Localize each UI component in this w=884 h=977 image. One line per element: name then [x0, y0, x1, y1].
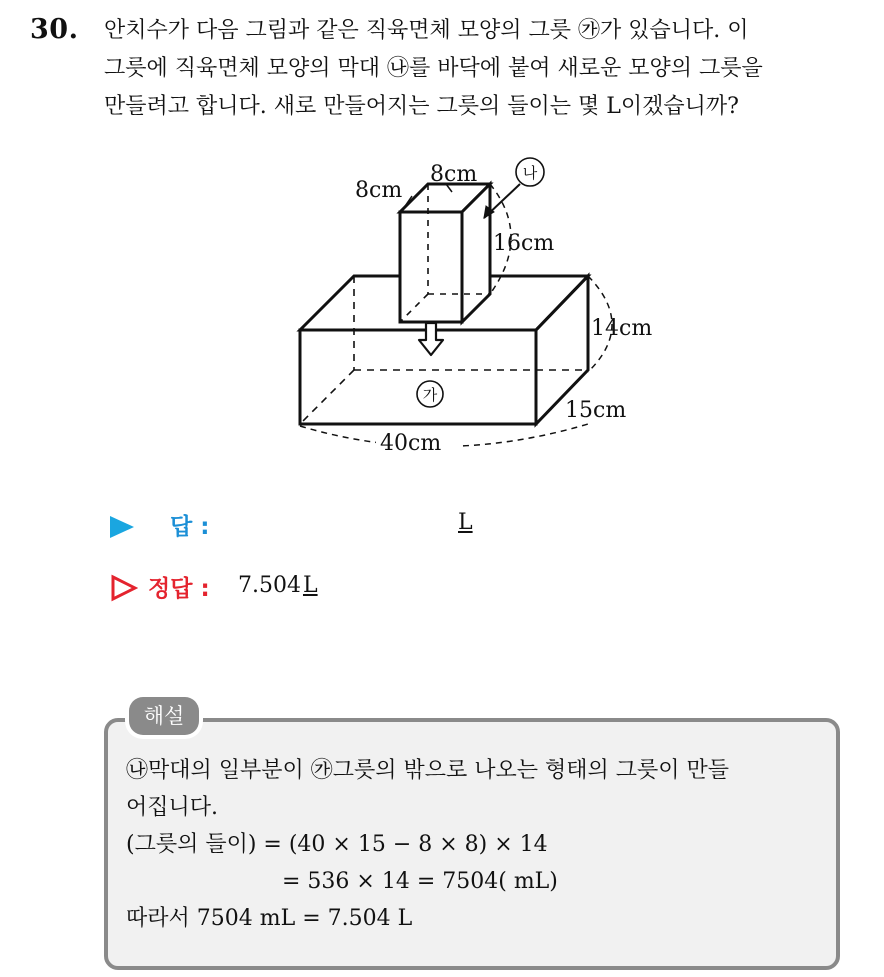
solution-line: (그릇의 들이) = (40 × 15 − 8 × 8) × 14 — [126, 832, 548, 857]
correct-value: 7.504 — [238, 573, 301, 598]
solution-line: ㉯막대의 일부분이 ㉮그릇의 밖으로 나오는 형태의 그릇이 만들 — [126, 758, 730, 783]
question-line: 안치수가 다음 그림과 같은 직육면체 모양의 그릇 ㉮가 있습니다. 이 — [104, 18, 749, 43]
correct-answer-row — [110, 570, 710, 606]
solution-text — [126, 752, 836, 937]
solution-line: 따라서 7504 mL = 7.504 L — [126, 906, 413, 931]
answer-unit: L — [458, 510, 473, 535]
container-height-label: 14cm — [591, 316, 653, 341]
outline-play-icon — [110, 574, 138, 602]
question-number: 30. — [30, 14, 79, 45]
bar-height-label: 16cm — [493, 231, 555, 256]
bar-box — [400, 184, 490, 322]
bar-depth-label: 8cm — [355, 178, 403, 203]
down-arrow-icon — [419, 323, 443, 355]
container-name: 가 — [422, 386, 438, 404]
container-front-face — [300, 330, 536, 424]
correct-label: 정답 : — [148, 576, 210, 602]
question-line: 그릇에 직육면체 모양의 막대 ㉯를 바닥에 붙여 새로운 모양의 그릇을 — [104, 56, 763, 81]
bar-front-face — [400, 212, 462, 322]
answer-label: 답 : — [170, 514, 210, 540]
solution-line: = 536 × 14 = 7504( mL) — [282, 869, 558, 894]
question-line: 만들려고 합니다. 새로 만들어지는 그릇의 들이는 몇 L이겠습니까? — [104, 94, 739, 119]
bar-name: 나 — [522, 164, 538, 182]
play-icon — [110, 516, 134, 538]
container-depth-label: 15cm — [565, 398, 627, 423]
solution-tab: 해설 — [129, 697, 199, 735]
correct-unit: L — [302, 573, 318, 598]
container-width-label: 40cm — [380, 431, 442, 456]
answer-row — [110, 508, 710, 544]
correct-value-group — [238, 573, 318, 598]
solution-line: 어집니다. — [126, 795, 219, 820]
bar-width-label: 8cm — [430, 162, 478, 187]
